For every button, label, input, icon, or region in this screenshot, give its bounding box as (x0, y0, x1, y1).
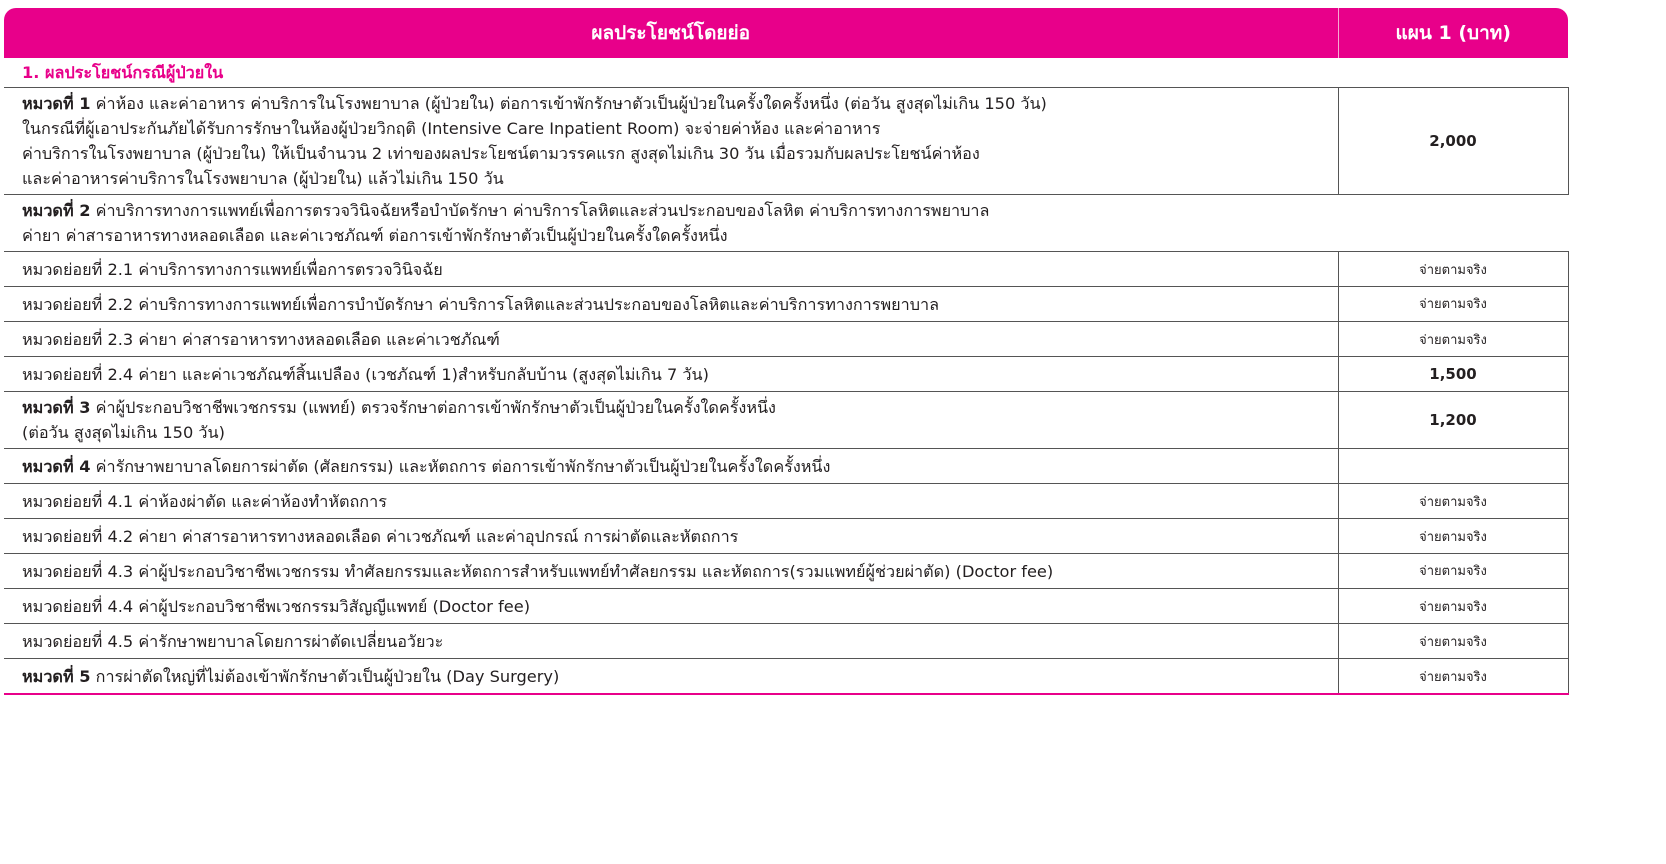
category-2-line-2: ค่ายา ค่าสารอาหารทางหลอดเลือด และค่าเวชภัณฑ์ ต่อการเข้าพักรักษาตัวเป็นผู้ป่วยในครั้งใดครั้งหนึ่ง (22, 226, 728, 245)
benefits-table (4, 8, 1569, 695)
header-benefit-summary: ผลประโยชน์โดยย่อ (4, 8, 1338, 58)
subcategory-4-2-desc: หมวดย่อยที่ 4.2 ค่ายา ค่าสารอาหารทางหลอดเลือด ค่าเวชภัณฑ์ และค่าอุปกรณ์ การผ่าตัดและหัตถการ (4, 519, 1338, 554)
category-4-amount-empty (1338, 449, 1568, 484)
category-4-desc (4, 449, 1338, 484)
category-1-line-4: และค่าอาหารค่าบริการในโรงพยาบาล (ผู้ป่วยใน) แล้วไม่เกิน 150 วัน (22, 169, 504, 188)
subcategory-4-1-row (4, 484, 1568, 519)
subcategory-2-2-desc: หมวดย่อยที่ 2.2 ค่าบริการทางการแพทย์เพื่อการบำบัดรักษา ค่าบริการโลหิตและส่วนประกอบของโลหิตและค่าบริการทางการพยาบาล (4, 287, 1338, 322)
category-3-desc (4, 392, 1338, 449)
category-2-row (4, 195, 1568, 252)
category-3-line-2: (ต่อวัน สูงสุดไม่เกิน 150 วัน) (22, 423, 225, 442)
subcategory-4-1-amount: จ่ายตามจริง (1338, 484, 1568, 519)
subcategory-4-4-amount: จ่ายตามจริง (1338, 589, 1568, 624)
category-1-row (4, 88, 1568, 195)
category-5-line-1: การผ่าตัดใหญ่ที่ไม่ต้องเข้าพักรักษาตัวเป็นผู้ป่วยใน (Day Surgery) (90, 666, 560, 686)
section-title: 1. ผลประโยชน์กรณีผู้ป่วยใน (4, 58, 1568, 88)
category-1-amount: 2,000 (1338, 88, 1568, 195)
subcategory-2-3-amount: จ่ายตามจริง (1338, 322, 1568, 357)
category-3-label: หมวดที่ 3 (22, 398, 91, 417)
category-5-amount: จ่ายตามจริง (1338, 659, 1568, 695)
category-3-row (4, 392, 1568, 449)
subcategory-4-2-amount: จ่ายตามจริง (1338, 519, 1568, 554)
category-5-desc (4, 659, 1338, 695)
category-3-line-1: ค่าผู้ประกอบวิชาชีพเวชกรรม (แพทย์) ตรวจรักษาต่อการเข้าพักรักษาตัวเป็นผู้ป่วยในครั้งใดครั้งหนึ่ง (90, 398, 776, 417)
subcategory-2-1-desc: หมวดย่อยที่ 2.1 ค่าบริการทางการแพทย์เพื่อการตรวจวินิจฉัย (4, 252, 1338, 287)
category-1-label: หมวดที่ 1 (22, 94, 91, 113)
benefits-table-wrapper (4, 0, 1572, 695)
subcategory-2-3-row (4, 322, 1568, 357)
subcategory-2-4-amount: 1,500 (1338, 357, 1568, 392)
category-1-line-2: ในกรณีที่ผู้เอาประกันภัยได้รับการรักษาในห้องผู้ป่วยวิกฤติ (Intensive Care Inpatient Room) จะจ่ายค่าห้อง และค่าอาหาร (22, 119, 881, 138)
subcategory-4-4-desc: หมวดย่อยที่ 4.4 ค่าผู้ประกอบวิชาชีพเวชกรรมวิสัญญีแพทย์ (Doctor fee) (4, 589, 1338, 624)
subcategory-2-4-row (4, 357, 1568, 392)
subcategory-2-1-row (4, 252, 1568, 287)
category-4-row (4, 449, 1568, 484)
category-2-line-1: ค่าบริการทางการแพทย์เพื่อการตรวจวินิจฉัยหรือบำบัดรักษา ค่าบริการโลหิตและส่วนประกอบของโลหิต ค่าบริการทางการพยาบาล (90, 201, 990, 220)
subcategory-4-4-row (4, 589, 1568, 624)
subcategory-4-5-amount: จ่ายตามจริง (1338, 624, 1568, 659)
subcategory-2-2-row (4, 287, 1568, 322)
category-1-line-3: ค่าบริการในโรงพยาบาล (ผู้ป่วยใน) ให้เป็นจำนวน 2 เท่าของผลประโยชน์ตามวรรคแรก สูงสุดไม่เกิน 30 วัน เมื่อรวมกับผลประโยชน์ค่าห้อง (22, 144, 980, 163)
subcategory-4-3-amount: จ่ายตามจริง (1338, 554, 1568, 589)
subcategory-2-1-amount: จ่ายตามจริง (1338, 252, 1568, 287)
category-1-desc (4, 88, 1338, 195)
subcategory-4-5-row (4, 624, 1568, 659)
subcategory-2-2-amount: จ่ายตามจริง (1338, 287, 1568, 322)
subcategory-4-3-row (4, 554, 1568, 589)
category-1-line-1: ค่าห้อง และค่าอาหาร ค่าบริการในโรงพยาบาล (ผู้ป่วยใน) ต่อการเข้าพักรักษาตัวเป็นผู้ป่วยในครั้งใดครั้งหนึ่ง (ต่อวัน สูงสุดไม่เกิน 150 วัน) (90, 94, 1047, 113)
category-4-label: หมวดที่ 4 (22, 456, 91, 476)
category-3-amount: 1,200 (1338, 392, 1568, 449)
subcategory-4-1-desc: หมวดย่อยที่ 4.1 ค่าห้องผ่าตัด และค่าห้องทำหัตถการ (4, 484, 1338, 519)
subcategory-2-4-desc: หมวดย่อยที่ 2.4 ค่ายา และค่าเวชภัณฑ์สิ้นเปลือง (เวชภัณฑ์ 1)สำหรับกลับบ้าน (สูงสุดไม่เกิน 7 วัน) (4, 357, 1338, 392)
category-4-line-1: ค่ารักษาพยาบาลโดยการผ่าตัด (ศัลยกรรม) และหัตถการ ต่อการเข้าพักรักษาตัวเป็นผู้ป่วยในครั้งใดครั้งหนึ่ง (90, 456, 831, 476)
category-5-row (4, 659, 1568, 695)
subcategory-2-3-desc: หมวดย่อยที่ 2.3 ค่ายา ค่าสารอาหารทางหลอดเลือด และค่าเวชภัณฑ์ (4, 322, 1338, 357)
category-2-desc (4, 195, 1568, 252)
table-header-row (4, 8, 1568, 58)
category-5-label: หมวดที่ 5 (22, 666, 91, 686)
subcategory-4-2-row (4, 519, 1568, 554)
subcategory-4-3-desc: หมวดย่อยที่ 4.3 ค่าผู้ประกอบวิชาชีพเวชกรรม ทำศัลยกรรมและหัตถการสำหรับแพทย์ทำศัลยกรรม และหัตถการ(รวมแพทย์ผู้ช่วยผ่าตัด) (Doctor fee) (4, 554, 1338, 589)
section-inpatient-row (4, 58, 1568, 88)
subcategory-4-5-desc: หมวดย่อยที่ 4.5 ค่ารักษาพยาบาลโดยการผ่าตัดเปลี่ยนอวัยวะ (4, 624, 1338, 659)
category-2-label: หมวดที่ 2 (22, 201, 91, 220)
header-plan-1: แผน 1 (บาท) (1338, 8, 1568, 58)
